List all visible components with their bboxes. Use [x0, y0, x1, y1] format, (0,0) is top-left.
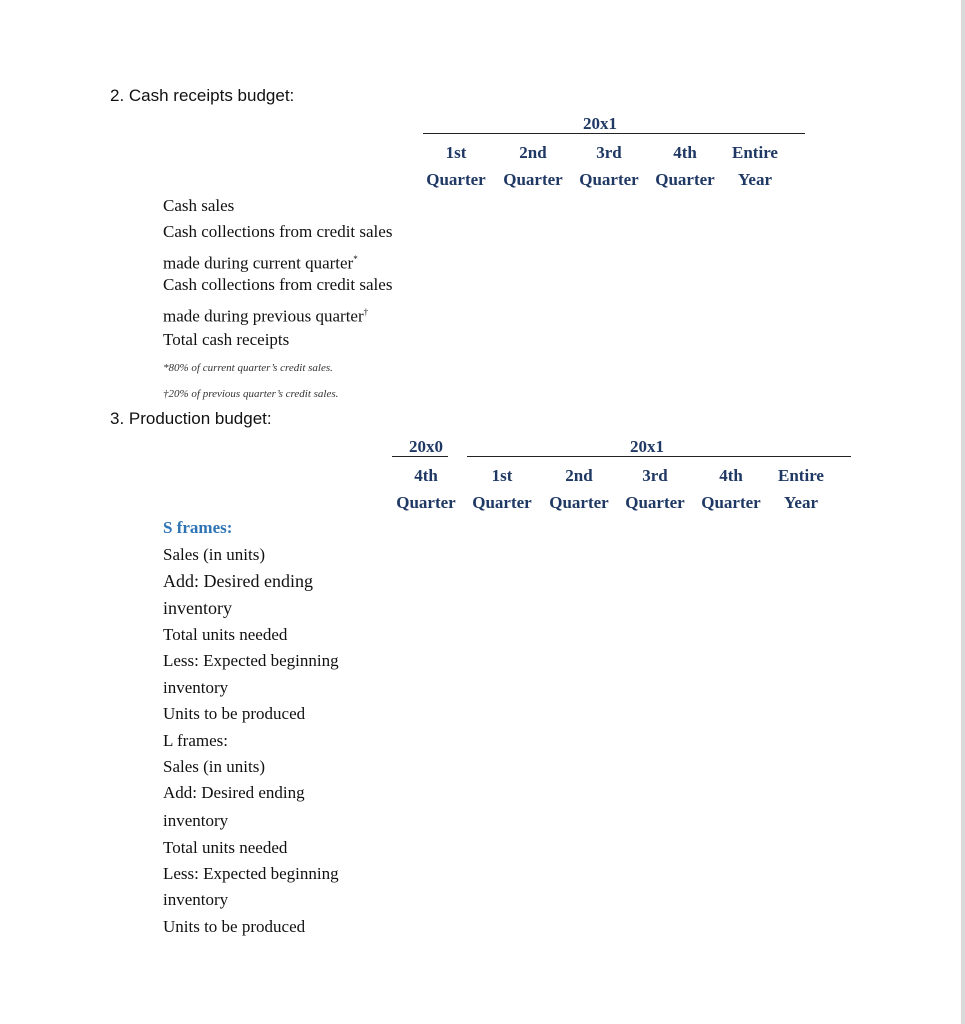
cash-row-collections-current-cont: made during current quarter*	[163, 253, 358, 273]
l-row-total-needed: Total units needed	[163, 838, 288, 857]
cash-row-collections-previous-cont: made during previous quarter†	[163, 306, 369, 326]
l-row-expected-beginning-cont: inventory	[163, 890, 229, 909]
prod-col-top-5: 4th	[719, 466, 743, 485]
prod-col-top-4: 3rd	[642, 466, 668, 485]
cash-col-bottom-1: Quarter	[426, 170, 486, 189]
cash-row-total: Total cash receipts	[163, 330, 290, 349]
footnote-dagger-mark: †	[363, 307, 369, 317]
prod-col-bottom-4: Quarter	[625, 493, 685, 512]
s-row-expected-beginning: Less: Expected beginning	[163, 651, 339, 670]
l-row-desired-ending-cont: inventory	[163, 811, 229, 830]
cash-col-bottom-4: Quarter	[655, 170, 715, 189]
l-row-sales: Sales (in units)	[163, 757, 265, 776]
cash-col-bottom-5: Year	[738, 170, 772, 189]
prod-col-top-2: 1st	[491, 466, 513, 485]
prod-year-prev-header: 20x0	[409, 437, 443, 456]
cash-col-bottom-3: Quarter	[579, 170, 639, 189]
s-row-desired-ending-cont: inventory	[163, 598, 232, 618]
l-row-units-produced: Units to be produced	[163, 917, 306, 936]
prod-col-top-6: Entire	[778, 466, 824, 485]
prod-col-bottom-5: Quarter	[701, 493, 761, 512]
cash-col-top-3: 3rd	[596, 143, 622, 162]
s-frames-label: S frames:	[163, 518, 233, 537]
page-edge	[961, 0, 965, 1024]
l-row-desired-ending: Add: Desired ending	[163, 783, 305, 802]
s-row-expected-beginning-cont: inventory	[163, 678, 229, 697]
l-frames-label: L frames:	[163, 731, 228, 750]
cash-row-collections-current: Cash collections from credit sales	[163, 222, 393, 241]
s-row-desired-ending: Add: Desired ending	[163, 571, 313, 591]
footnote-previous: †20% of previous quarter’s credit sales.	[163, 388, 339, 400]
prod-col-top-3: 2nd	[565, 466, 593, 485]
cash-col-top-5: Entire	[732, 143, 778, 162]
l-row-expected-beginning: Less: Expected beginning	[163, 864, 339, 883]
prod-col-bottom-3: Quarter	[549, 493, 609, 512]
s-row-sales: Sales (in units)	[163, 545, 265, 564]
cash-receipts-title: 2. Cash receipts budget:	[110, 86, 295, 105]
cash-col-top-1: 1st	[445, 143, 467, 162]
footnote-star-mark: *	[353, 254, 358, 264]
cash-year-rule	[423, 133, 805, 134]
prod-col-bottom-2: Quarter	[472, 493, 532, 512]
s-row-units-produced: Units to be produced	[163, 704, 306, 723]
prod-col-top-1: 4th	[414, 466, 438, 485]
cash-col-bottom-2: Quarter	[503, 170, 563, 189]
s-row-total-needed: Total units needed	[163, 625, 288, 644]
cash-col-top-2: 2nd	[519, 143, 547, 162]
prod-col-bottom-1: Quarter	[396, 493, 456, 512]
prod-year-rule	[467, 456, 851, 457]
cash-col-top-4: 4th	[673, 143, 697, 162]
prod-year-prev-rule	[392, 456, 448, 457]
cash-year-header: 20x1	[583, 114, 617, 133]
prod-col-bottom-6: Year	[784, 493, 818, 512]
prod-year-header: 20x1	[630, 437, 664, 456]
footnote-current: *80% of current quarter’s credit sales.	[163, 362, 333, 374]
cash-row-cash-sales: Cash sales	[163, 196, 235, 215]
cash-row-collections-previous: Cash collections from credit sales	[163, 275, 393, 294]
production-title: 3. Production budget:	[110, 409, 272, 428]
